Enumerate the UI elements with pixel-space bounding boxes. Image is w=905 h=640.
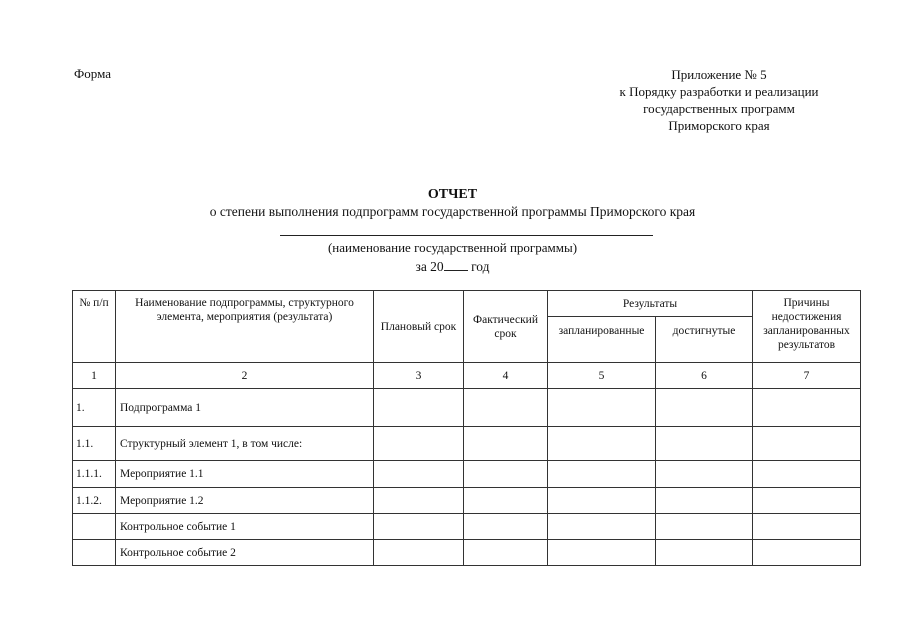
cell-results-achieved: [656, 389, 753, 427]
header-actual-term: Фактический срок: [464, 291, 548, 363]
column-number: 6: [656, 363, 753, 389]
header-results-planned: запланированные: [548, 317, 656, 363]
cell-reasons: [753, 427, 861, 461]
row-name: Контрольное событие 1: [116, 514, 374, 540]
header-results: Результаты: [548, 291, 753, 317]
column-number: 1: [73, 363, 116, 389]
column-number-row: [73, 363, 861, 389]
column-number: 3: [374, 363, 464, 389]
row-number: 1.1.: [73, 427, 116, 461]
row-name: Мероприятие 1.2: [116, 488, 374, 514]
cell-actual-term: [464, 461, 548, 488]
cell-reasons: [753, 389, 861, 427]
program-name-blank-line: [280, 235, 653, 236]
appendix-line: государственных программ: [643, 101, 795, 116]
row-name: Структурный элемент 1, в том числе:: [116, 427, 374, 461]
header-num: № п/п: [73, 291, 116, 363]
cell-results-achieved: [656, 427, 753, 461]
table-row: [73, 461, 861, 488]
cell-planned-term: [374, 488, 464, 514]
row-name: Контрольное событие 2: [116, 540, 374, 566]
row-number: 1.1.2.: [73, 488, 116, 514]
cell-results-planned: [548, 488, 656, 514]
cell-planned-term: [374, 389, 464, 427]
cell-results-planned: [548, 461, 656, 488]
cell-planned-term: [374, 514, 464, 540]
program-name-hint: (наименование государственной программы): [327, 240, 578, 255]
table-header-row: [73, 291, 861, 317]
row-name: Мероприятие 1.1: [116, 461, 374, 488]
form-label: Форма: [74, 66, 111, 81]
appendix-line: Приморского края: [668, 118, 770, 133]
table-row: [73, 540, 861, 566]
header-results-achieved: достигнутые: [656, 317, 753, 363]
row-number: 1.: [73, 389, 116, 427]
period-prefix: за 20: [415, 259, 444, 274]
cell-reasons: [753, 461, 861, 488]
header-name: Наименование подпрограммы, структурного элемента, мероприятия (результата): [116, 291, 374, 363]
appendix-line: Приложение № 5: [671, 67, 767, 82]
report-table: [72, 290, 861, 566]
period-year-blank: [444, 258, 468, 271]
cell-planned-term: [374, 461, 464, 488]
column-number: 5: [548, 363, 656, 389]
row-number: [73, 514, 116, 540]
column-number: 2: [116, 363, 374, 389]
table-row: [73, 488, 861, 514]
cell-planned-term: [374, 540, 464, 566]
cell-actual-term: [464, 540, 548, 566]
table-row: [73, 427, 861, 461]
report-title: ОТЧЕТ: [427, 187, 478, 202]
cell-results-achieved: [656, 514, 753, 540]
cell-reasons: [753, 540, 861, 566]
cell-planned-term: [374, 427, 464, 461]
column-number: 4: [464, 363, 548, 389]
cell-actual-term: [464, 488, 548, 514]
cell-reasons: [753, 514, 861, 540]
cell-reasons: [753, 488, 861, 514]
cell-results-planned: [548, 514, 656, 540]
row-name: Подпрограмма 1: [116, 389, 374, 427]
appendix-line: к Порядку разработки и реализации: [619, 84, 819, 99]
cell-actual-term: [464, 427, 548, 461]
row-number: [73, 540, 116, 566]
row-number: 1.1.1.: [73, 461, 116, 488]
cell-results-planned: [548, 389, 656, 427]
appendix-reference: [589, 66, 849, 134]
header-planned-term: Плановый срок: [374, 291, 464, 363]
cell-results-planned: [548, 427, 656, 461]
table-row: [73, 514, 861, 540]
cell-results-achieved: [656, 461, 753, 488]
report-subtitle: о степени выполнения подпрограмм государственной программы Приморского края: [209, 204, 696, 219]
period-suffix: год: [471, 259, 490, 274]
report-period: [0, 258, 905, 275]
cell-results-achieved: [656, 540, 753, 566]
column-number: 7: [753, 363, 861, 389]
cell-actual-term: [464, 514, 548, 540]
cell-results-achieved: [656, 488, 753, 514]
cell-results-planned: [548, 540, 656, 566]
table-row: [73, 389, 861, 427]
cell-actual-term: [464, 389, 548, 427]
header-reasons: Причины недостижения запланированных результатов: [753, 291, 861, 363]
